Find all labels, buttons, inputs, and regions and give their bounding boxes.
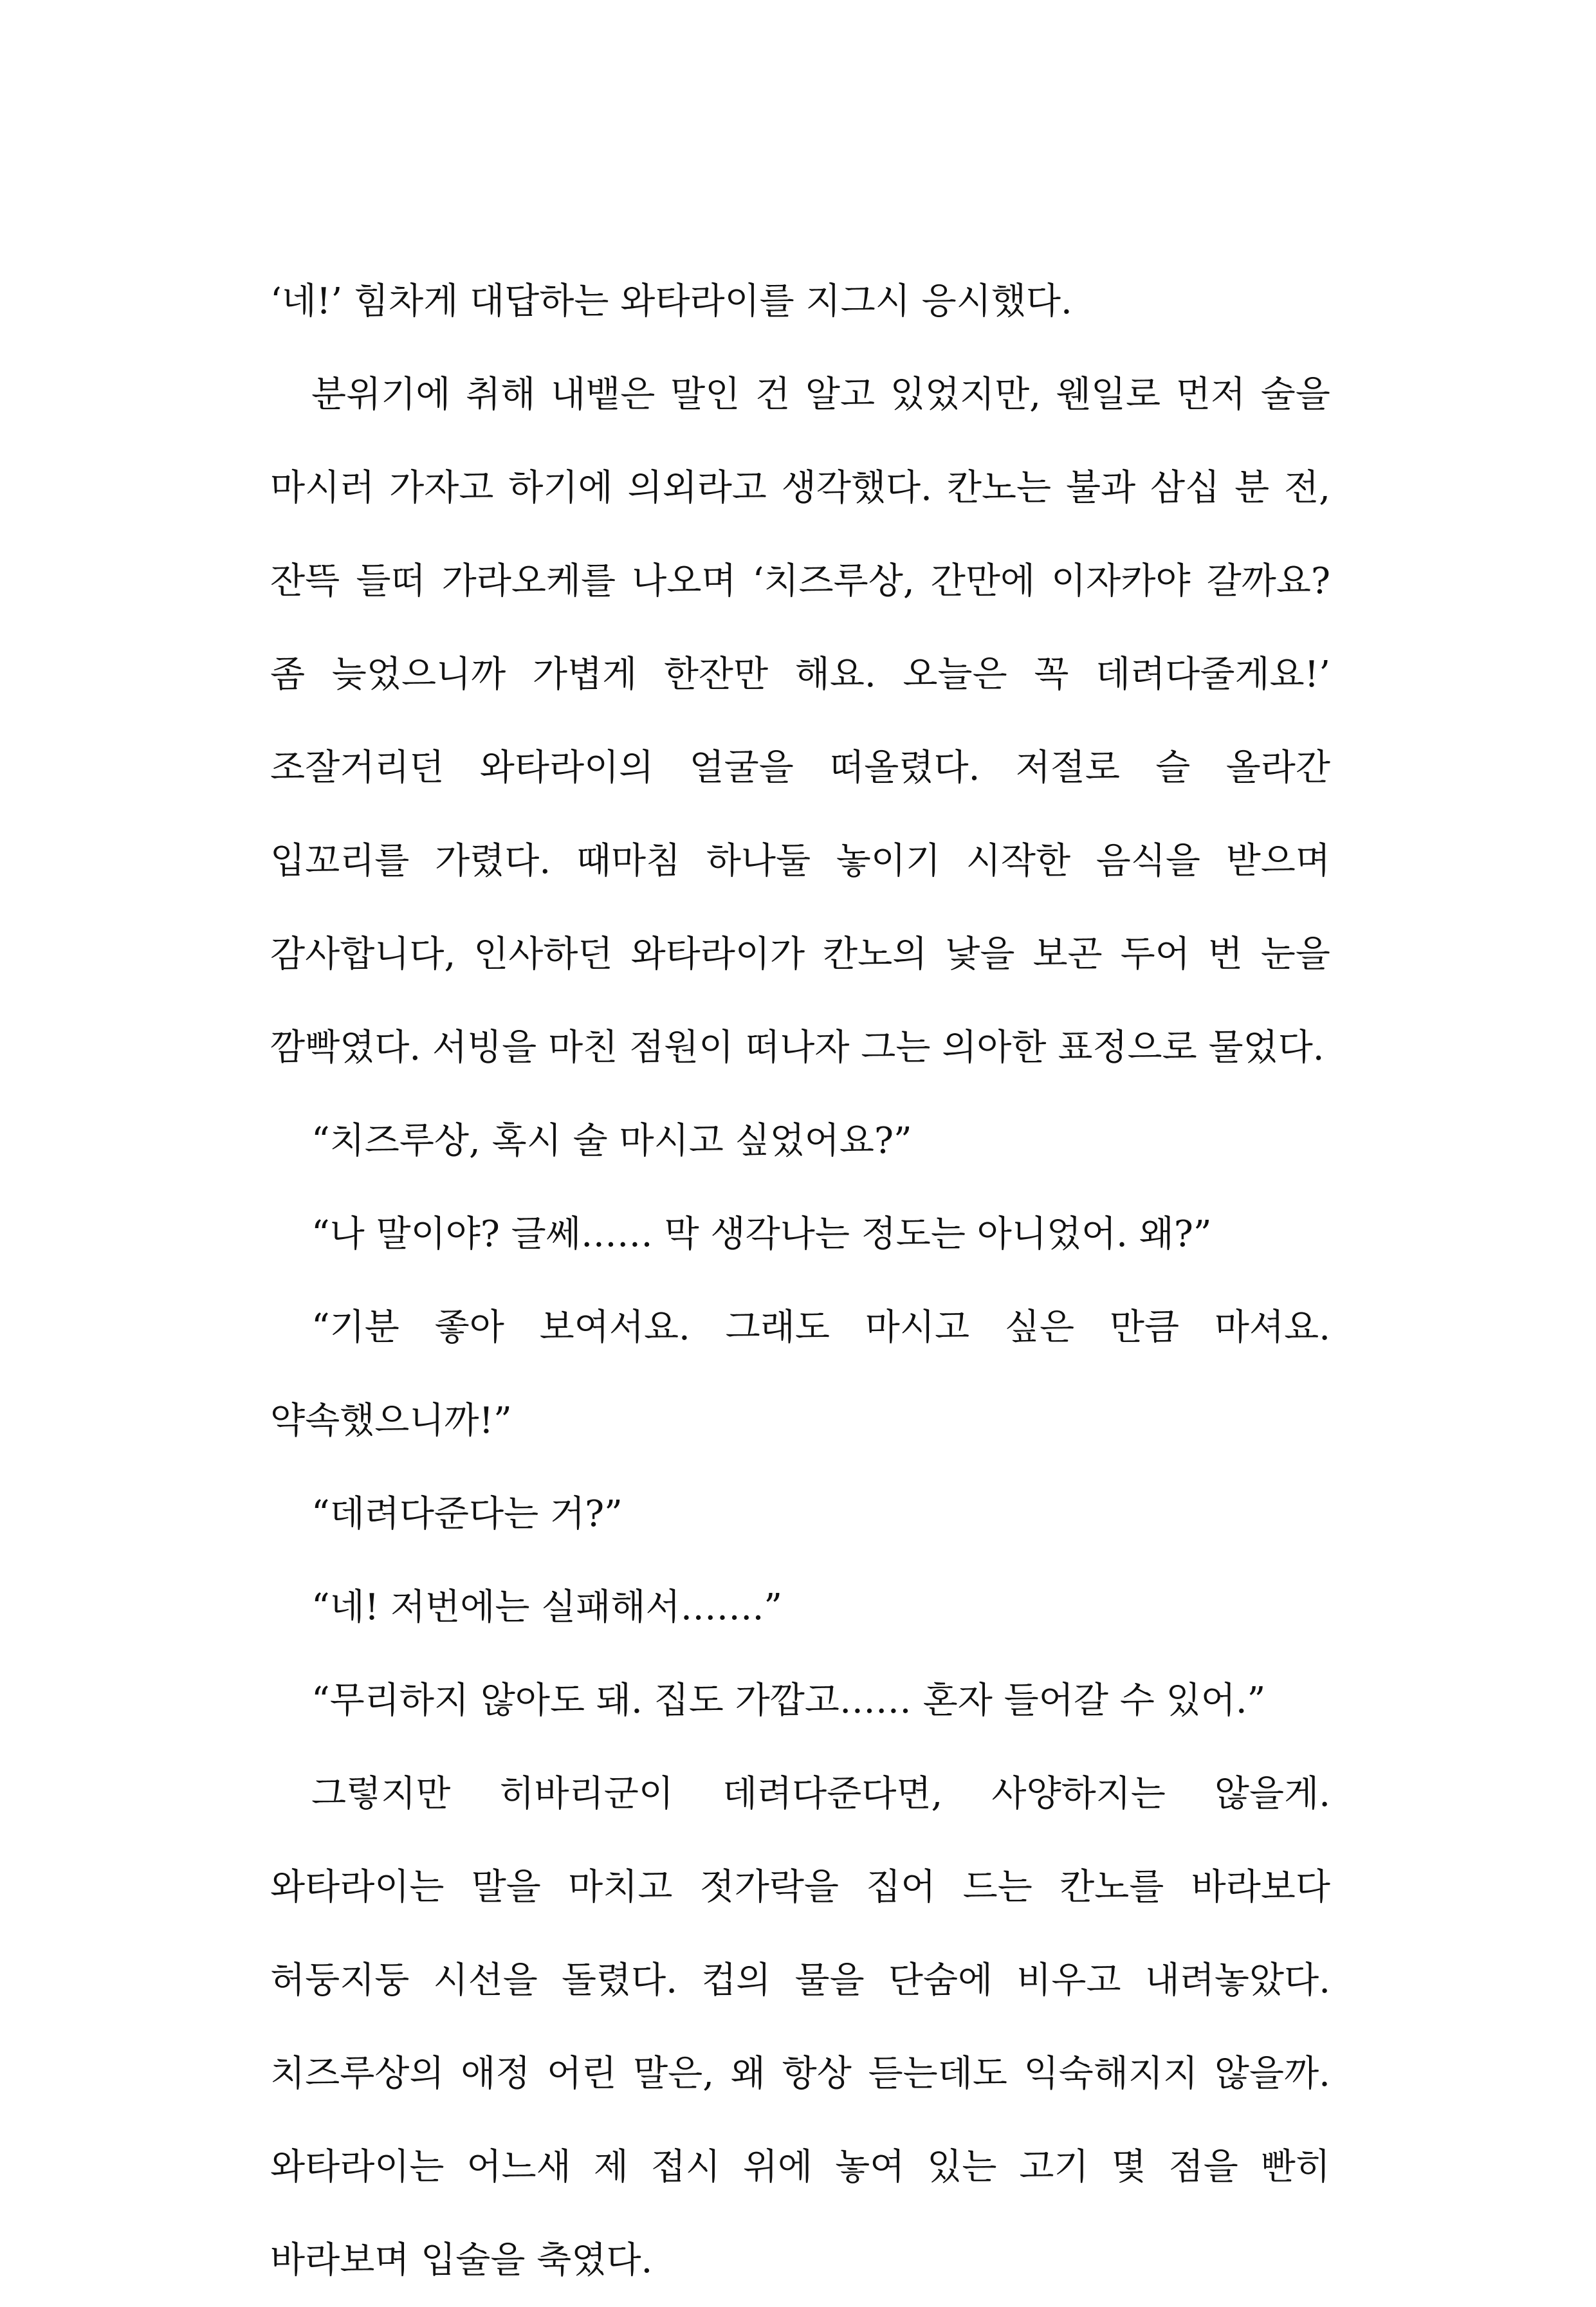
dialogue-line-3: “기분 좋아 보여서요. 그래도 마시고 싶은 만큼 마셔요. 약속했으니까!” — [270, 1307, 1330, 1442]
dialogue-line-6: “무리하지 않아도 돼. 집도 가깝고…… 혼자 들어갈 수 있어.” — [311, 1680, 1266, 1722]
paragraph-1: ‘네!’ 힘차게 대답하는 와타라이를 지그시 응시했다. — [270, 280, 1072, 322]
body-text — [270, 255, 1330, 2307]
paragraph-2: 분위기에 취해 내뱉은 말인 건 알고 있었지만, 웬일로 먼저 술을 마시러 가자고 하기에 의외라고 생각했다. 칸노는 불과 삼십 분 전, 잔뜩 들떠 가라오케를 나오며 ‘치즈루상, 간만에 이자카야 갈까요? 좀 늦었으니까 가볍게 한잔만 해요. 오늘은 꼭 데려다줄게요!’ 조잘거리던 와타라이의 얼굴을 떠올렸다. 저절로 슬 올라간 입꼬리를 가렸다. 때마침 하나둘 놓이기 시작한 음식을 받으며 감사합니다, 인사하던 와타라이가 칸노의 낯을 보곤 두어 번 눈을 깜빡였다. 서빙을 마친 점원이 떠나자 그는 의아한 표정으로 물었다. — [270, 374, 1330, 1069]
dialogue-line-4: “데려다준다는 거?” — [311, 1493, 623, 1535]
dialogue-line-1: “치즈루상, 혹시 술 마시고 싶었어요?” — [311, 1120, 912, 1162]
dialogue-line-2: “나 말이야? 글쎄…… 막 생각나는 정도는 아니었어. 왜?” — [311, 1213, 1212, 1255]
dialogue-line-5: “네! 저번에는 실패해서…….” — [311, 1586, 783, 1628]
paragraph-final: 그렇지만 히바리군이 데려다준다면, 사양하지는 않을게. 와타라이는 말을 마치고 젓가락을 집어 드는 칸노를 바라보다 허둥지둥 시선을 돌렸다. 컵의 물을 단숨에 비우고 내려놓았다. 치즈루상의 애정 어린 말은, 왜 항상 듣는데도 익숙해지지 않을까. 와타라이는 어느새 제 접시 위에 놓여 있는 고기 몇 점을 빤히 바라보며 입술을 축였다. — [270, 1773, 1330, 2281]
